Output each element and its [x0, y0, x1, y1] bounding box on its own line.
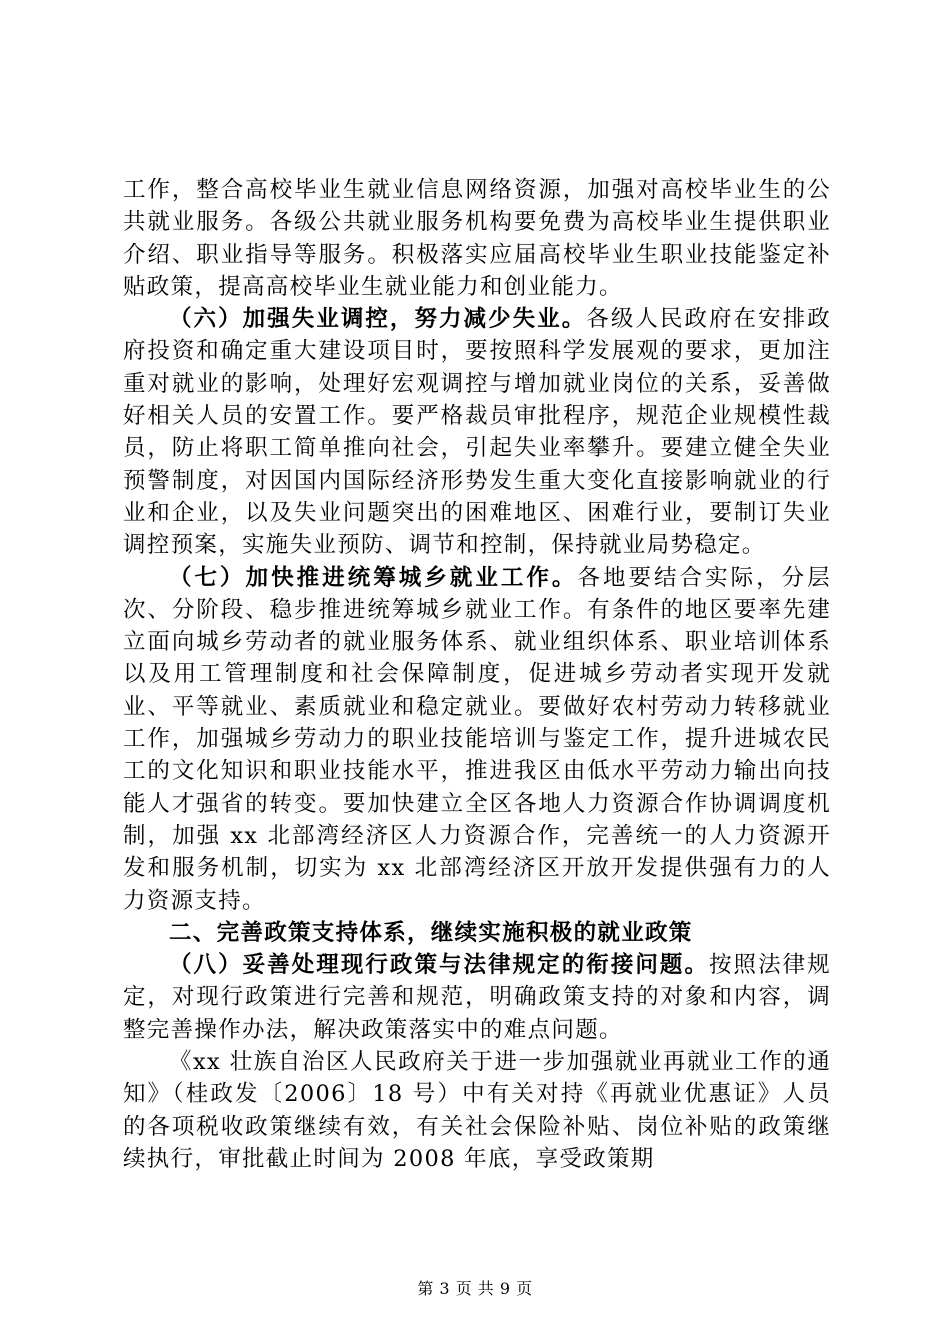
item-6-body: 各级人民政府在安排政府投资和确定重大建设项目时，要按照科学发展观的要求，更加注重对就业的影响，处理好宏观调控与增加就业岗位的关系，妥善做好相关人员的安置工作。要严格裁员审批程序，规范企业规模性裁员，防止将职工简单推向社会，引起失业率攀升。要建立健全失业预警制度，对因国内国际经济形势发生重大变化直接影响就业的行业和企业，以及失业问题突出的困难地区、困难行业，要制订失业调控预案，实施失业预防、调节和控制，保持就业局势稳定。: [123, 306, 831, 559]
paragraph-item-8: [123, 949, 831, 1046]
paragraph-notice-reference: 《xx 壮族自治区人民政府关于进一步加强就业再就业工作的通知》（桂政发〔2006〕18 号）中有关对持《再就业优惠证》人员的各项税收政策继续有效，有关社会保险补贴、岗位补贴的政策继续执行，审批截止时间为 2008 年底，享受政策期: [123, 1049, 831, 1172]
document-body: [123, 174, 831, 1175]
section-heading-2: 二、完善政策支持体系，继续实施积极的就业政策: [169, 919, 693, 946]
item-7-body: 各地要结合实际，分层次、分阶段、稳步推进统筹城乡就业工作。有条件的地区要率先建立面向城乡劳动者的就业服务体系、就业组织体系、职业培训体系以及用工管理制度和社会保障制度，促进城乡劳动者实现开发就业、平等就业、素质就业和稳定就业。要做好农村劳动力转移就业工作，加强城乡劳动力的职业技能培训与鉴定工作，提升进城农民工的文化知识和职业技能水平，推进我区由低水平劳动力输出向技能人才强省的转变。要加快建立全区各地人力资源合作协调调度机制，加强 xx 北部湾经济区人力资源合作，完善统一的人力资源开发和服务机制，切实为 xx 北部湾经济区开放开发提供强有力的人力资源支持。: [123, 564, 831, 914]
paragraph-item-6: [123, 303, 831, 561]
item-8-body: 按照法律规定，对现行政策进行完善和规范，明确政策支持的对象和内容，调整完善操作办法，解决政策落实中的难点问题。: [123, 952, 831, 1043]
page-number-footer: 第 3 页 共 9 页: [417, 1279, 533, 1298]
item-7-title: （七）加快推进统筹城乡就业工作。: [169, 564, 578, 591]
item-6-title: （六）加强失业调控，努力减少失业。: [169, 306, 587, 333]
item-8-title: （八）妥善处理现行政策与法律规定的衔接问题。: [169, 952, 709, 979]
paragraph-item-7: [123, 562, 831, 917]
paragraph-continued: 工作，整合高校毕业生就业信息网络资源，加强对高校毕业生的公共就业服务。各级公共就业服务机构要免费为高校毕业生提供职业介绍、职业指导等服务。积极落实应届高校毕业生职业技能鉴定补贴政策，提高高校毕业生就业能力和创业能力。: [123, 177, 831, 300]
